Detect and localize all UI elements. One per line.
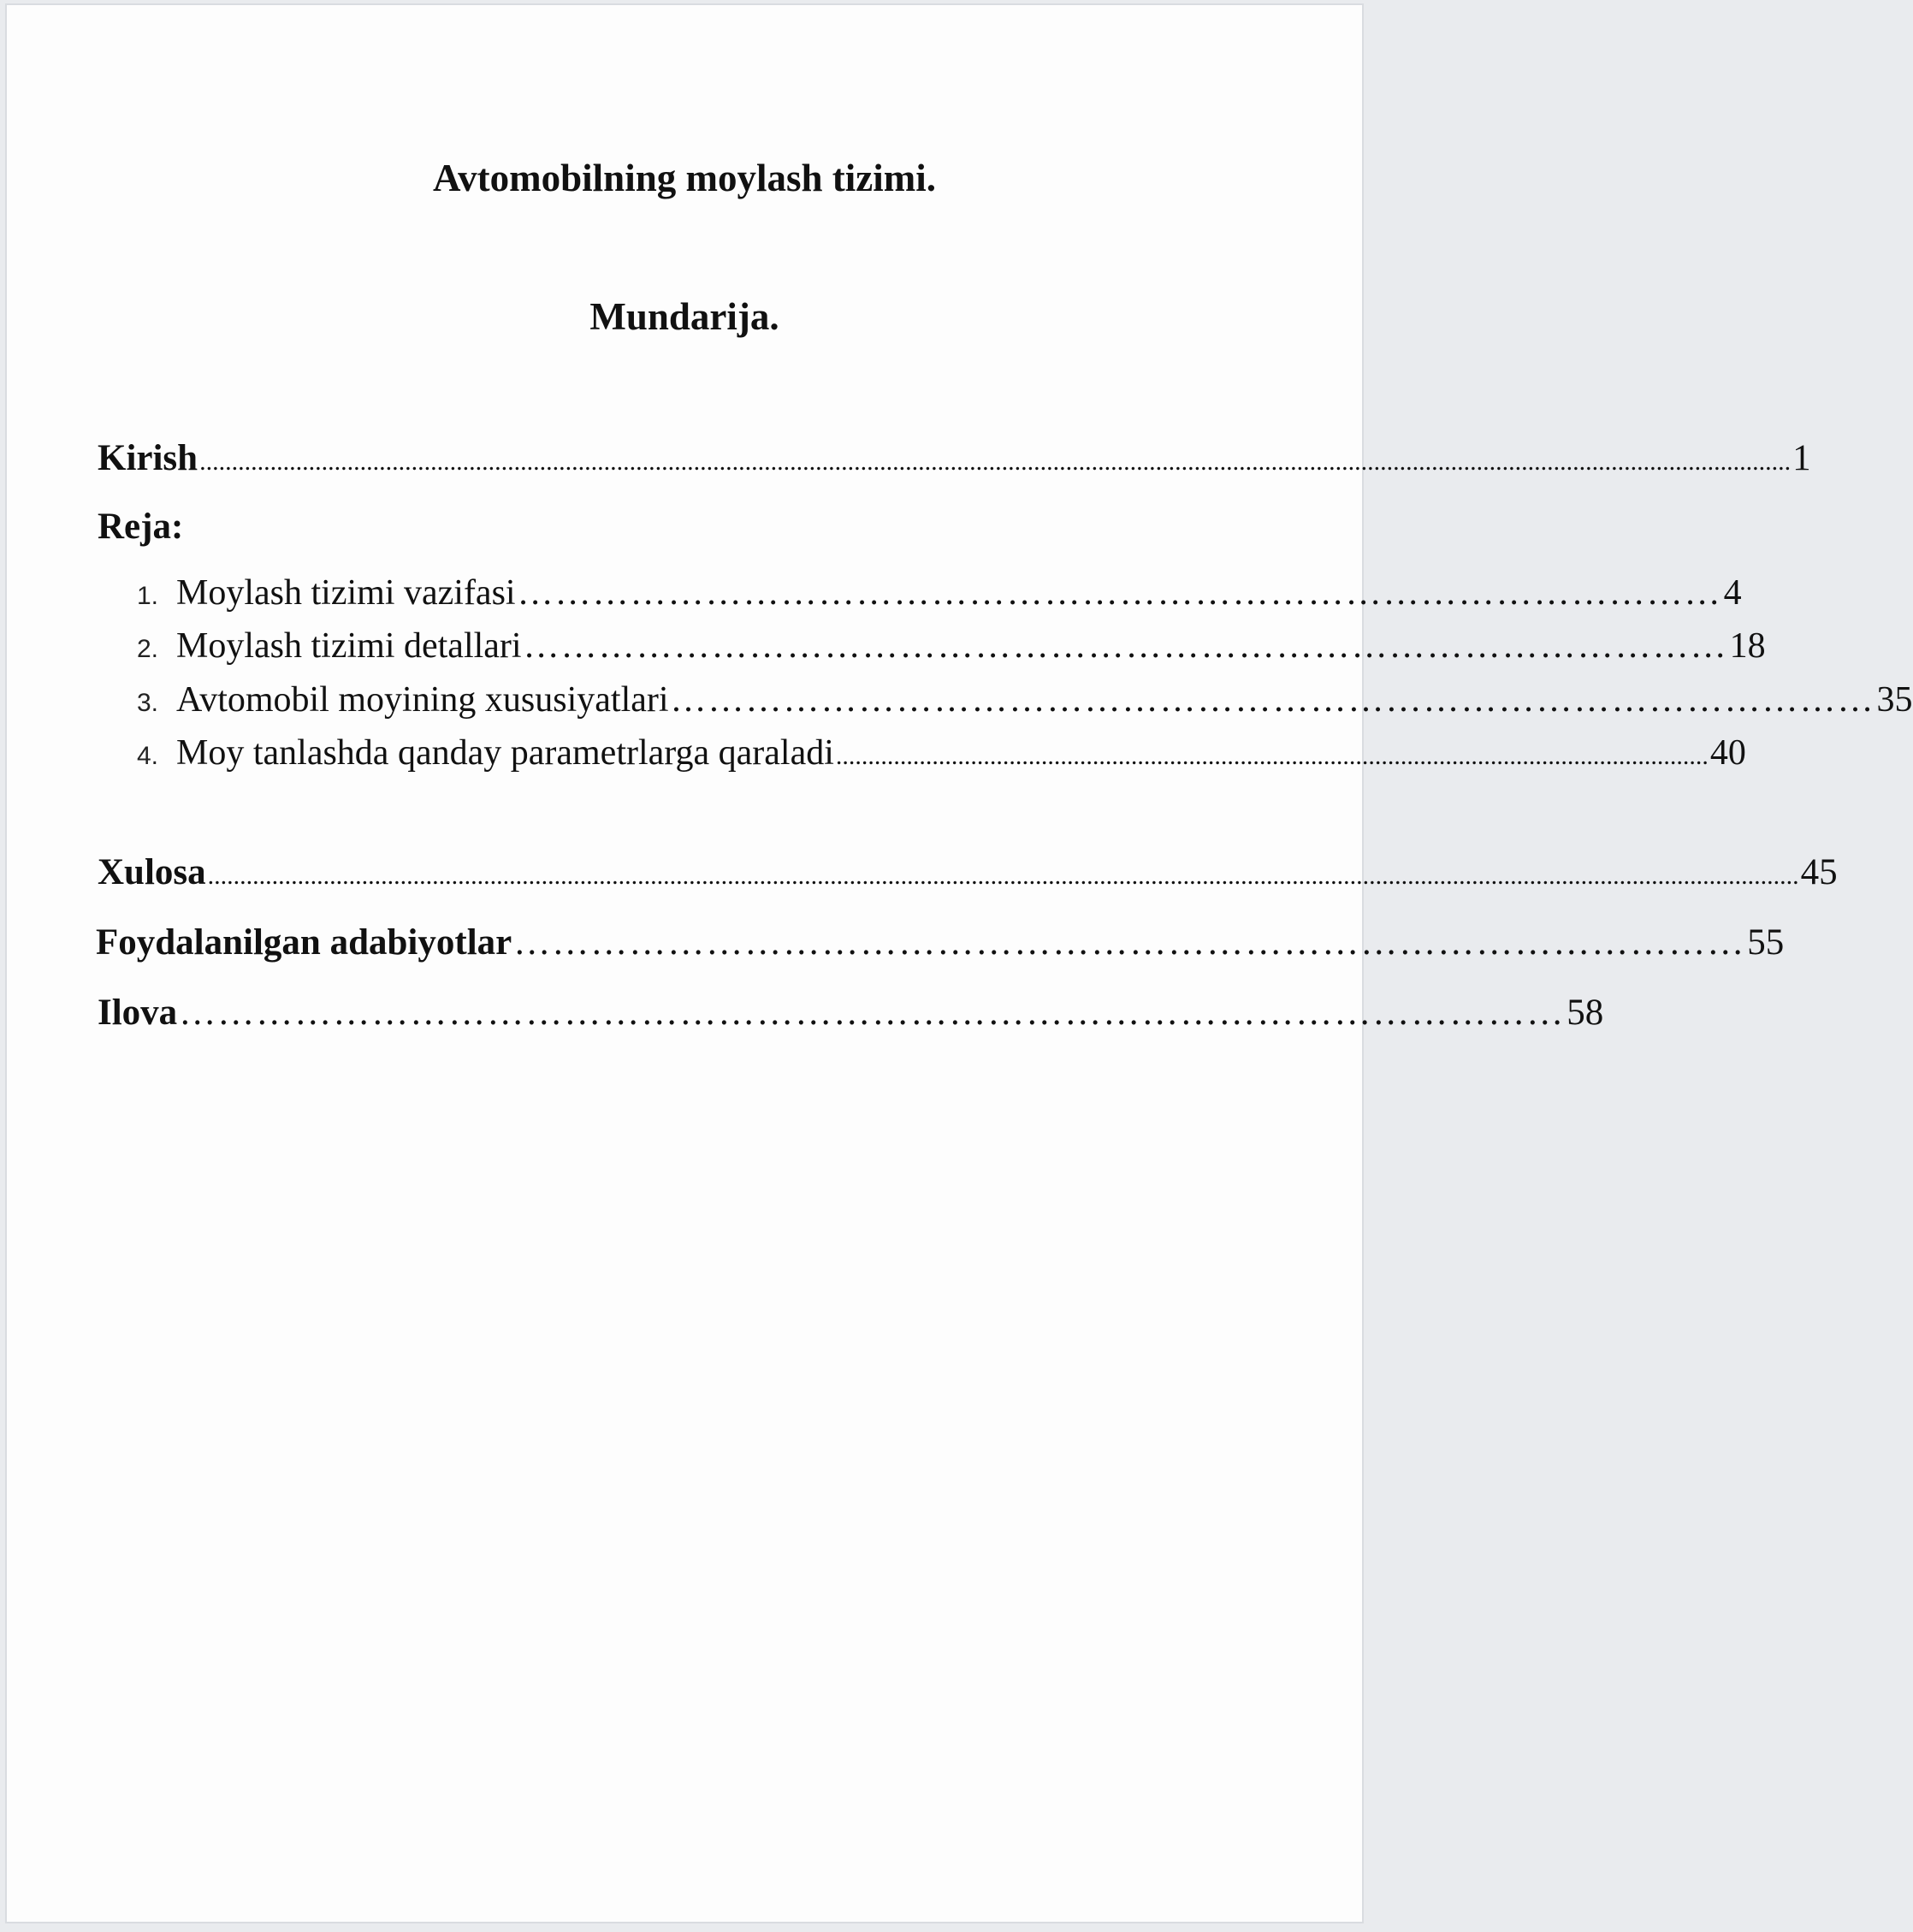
reja-item-page: 35 — [1876, 680, 1913, 720]
leader-dots: ........................................................................................................................................ — [835, 742, 1709, 770]
toc-entry-label: Xulosa — [98, 852, 206, 892]
toc-entry-page: 55 — [1747, 922, 1785, 963]
toc-entry-page: 1 — [1792, 438, 1811, 478]
reja-item — [137, 680, 1913, 720]
reja-heading: Reja: — [98, 507, 184, 547]
leader-dots: ........................................................................................................................................................................................................................................................ — [207, 862, 1799, 890]
reja-item-number: 3. — [137, 689, 159, 717]
toc-entry-ilova — [98, 993, 1604, 1033]
toc-entry-kirish — [98, 438, 1811, 478]
reja-item-label: Moy tanlashda qanday parametrlarga qaraladi — [176, 733, 834, 773]
toc-heading: Mundarija. — [589, 295, 779, 338]
toc-entry-label: Kirish — [98, 438, 198, 478]
reja-item-number: 2. — [137, 635, 159, 663]
reja-item-page: 18 — [1729, 626, 1766, 666]
document-title: Avtomobilning moylash tizimi. — [433, 157, 936, 199]
reja-item — [137, 626, 1766, 666]
reja-item-page: 40 — [1709, 733, 1746, 773]
toc-entry-adabiyotlar — [96, 922, 1785, 963]
toc-entry-label: Ilova — [98, 993, 178, 1033]
leader-dots: ……………………………………………………………………………………………… — [179, 993, 1566, 1033]
toc-entry-page: 45 — [1800, 852, 1838, 892]
leader-dots: …………………………………………………………………………………… — [523, 626, 1728, 666]
reja-item — [137, 573, 1742, 613]
toc-entry-page: 58 — [1567, 993, 1604, 1033]
leader-dots: …………………………………………………………………………………… — [670, 680, 1875, 720]
leader-dots: ........................................................................................................................................................................................................................................................ — [199, 447, 1792, 476]
toc-entry-xulosa — [98, 852, 1838, 892]
document-page — [5, 3, 1913, 1923]
reja-item-label: Avtomobil moyining xususiyatlari — [176, 680, 669, 720]
reja-item-page: 4 — [1723, 573, 1742, 613]
leader-dots: …………………………………………………………………………………… — [517, 573, 1722, 613]
reja-item-number: 4. — [137, 742, 159, 770]
leader-dots: …………………………………………………………………………………… — [513, 922, 1746, 963]
reja-item-number: 1. — [137, 582, 159, 610]
toc-entry-label: Foydalanilgan adabiyotlar — [96, 922, 512, 963]
reja-item-label: Moylash tizimi vazifasi — [176, 573, 516, 613]
reja-item-label: Moylash tizimi detallari — [176, 626, 522, 666]
reja-item — [137, 733, 1746, 773]
